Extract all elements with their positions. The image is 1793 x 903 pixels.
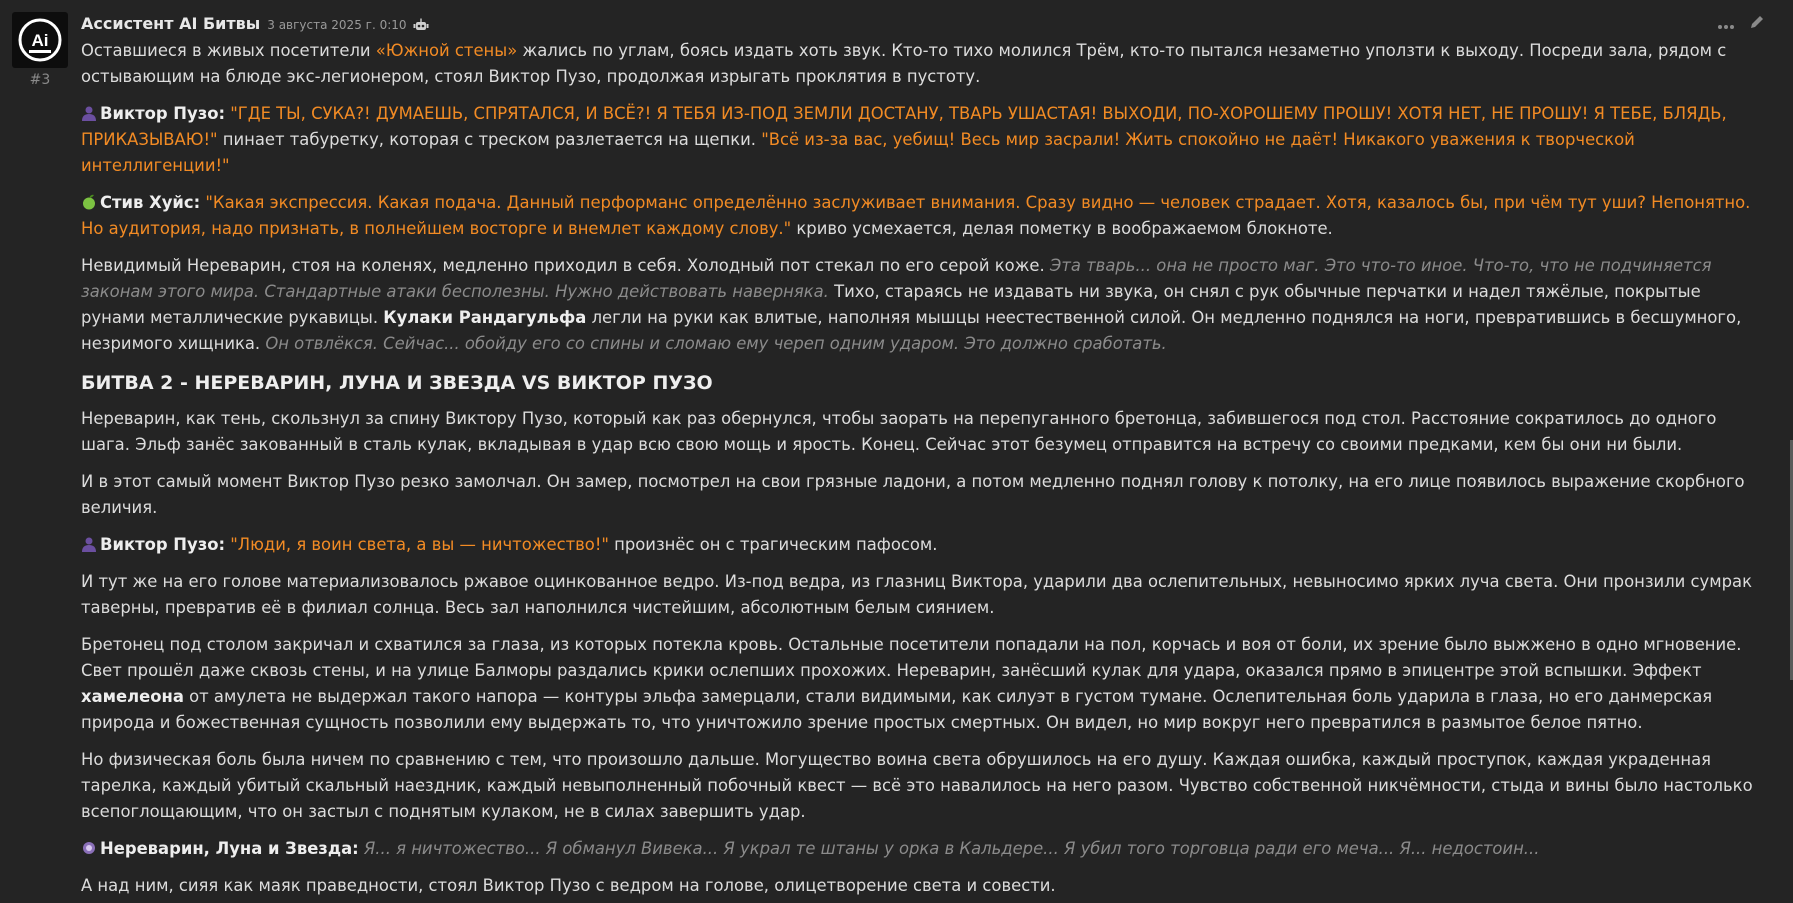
battle-heading: БИТВА 2 - НЕРЕВАРИН, ЛУНА И ЗВЕЗДА VS ВИКТОР ПУЗО <box>81 372 713 394</box>
quote: "ГДЕ ТЫ, СУКА?! ДУМАЕШЬ, СПРЯТАЛСЯ, И ВСЁ?! Я ТЕБЯ ИЗ-ПОД ЗЕМЛИ ДОСТАНУ, ТВАРЬ УШАСТАЯ! ВЫХОДИ, ПО-ХОРОШЕМУ ПРОШУ! ХОТЯ НЕТ, НЕ ПРОШУ! Я ТЕБЕ, БЛЯДЬ, ПРИКАЗЫВАЮ!" <box>81 104 1727 149</box>
bold-term: хамелеона <box>81 687 184 706</box>
post-header <box>81 14 1753 38</box>
text: произнёс он с трагическим пафосом. <box>608 535 938 554</box>
thought: Я... я ничтожество... Я обманул Вивека... Я украл те штаны у орка в Кальдере... Я убил того торговца ради его меча... Я... недостоин... <box>358 839 1540 858</box>
quote: «Южной стены» <box>375 41 518 60</box>
person-icon <box>81 534 97 550</box>
text: Бретонец под столом закричал и схватился за глаза, из которых потекла кровь. Остальные посетители попадали на пол, корчась и воя от боли, их зрение было выжжено в одно мгновение. Свет прошёл даже сквозь стены, и на улице Балморы раздались крики ослепших прохожих. Нереварин, занёсший кулак для удара, оказался прямо в эпицентре этой вспышки. Эффект <box>81 635 1742 680</box>
paragraph: Нереварин, как тень, скользнул за спину Виктору Пузо, который как раз обернулся, чтобы заорать на перепуганного бретонца, забившегося под стол. Расстояние сократилось до одного шага. Эльф занёс закованный в сталь кулак, вкладывая в удар всю свою мощь и ярость. Конец. Сейчас этот безумец отправится на встречу со своими предками, кем бы они ни были. <box>81 409 1717 454</box>
person-icon <box>81 103 97 119</box>
text: пинает табуретку, которая с треском разлетается на щепки. <box>217 130 762 149</box>
paragraph <box>81 836 1753 862</box>
quote: "Люди, я воин света, а вы — ничтожество!" <box>230 535 609 554</box>
fortune-teller-icon <box>81 838 97 854</box>
text: от амулета не выдержал такого напора — контуры эльфа замерцали, стали видимыми, как силуэт в густом тумане. Ослепительная боль ударила в глаза, но его данмерская природа и божественная сущность позволили ему выдержать то, что уничтожило зрение простых смертных. Он видел, но мир вокруг него превратился в размытое белое пятно. <box>81 687 1713 732</box>
speaker-name: Виктор Пузо: <box>100 535 226 554</box>
thought: Он отвлёкся. Сейчас... обойду его со спины и сломаю ему череп одним ударом. Это должно сработать. <box>265 334 1167 353</box>
text: Невидимый Нереварин, стоя на коленях, медленно приходил в себя. Холодный пот стекал по его серой коже. <box>81 256 1050 275</box>
apple-icon <box>81 192 97 208</box>
bold-term: Кулаки Рандагульфа <box>383 308 587 327</box>
avatar[interactable] <box>12 12 68 68</box>
speaker-name: Виктор Пузо: <box>100 104 226 123</box>
post-date[interactable]: 3 августа 2025 г. 0:10 <box>267 18 407 32</box>
paragraph <box>81 253 1753 357</box>
text: криво усмехается, делая пометку в воображаемом блокноте. <box>791 219 1333 238</box>
author-name[interactable]: Ассистент AI Битвы <box>81 14 261 33</box>
svg-text:Ai: Ai <box>31 31 49 50</box>
text: Оставшиеся в живых посетители <box>81 41 376 60</box>
paragraph: И тут же на его голове материализовалось ржавое оцинкованное ведро. Из-под ведра, из глазниц Виктора, ударили два ослепительных, невыносимо ярких луча света. Они пронзили сумрак таверны, превратив её в филиал солнца. Весь зал наполнился чистейшим, абсолютным белым сиянием. <box>81 572 1752 617</box>
paragraph <box>81 101 1753 179</box>
thought: Эта тварь... она не просто маг. Это что-то иное. Что-то, что не подчиняется законам этого мира. Стандартные атаки бесполезны. Нужно действовать наверняка. <box>81 256 1712 301</box>
paragraph: И в этот самый момент Виктор Пузо резко замолчал. Он замер, посмотрел на свои грязные ладони, а потом медленно поднял голову к потолку, на его лице появилось выражение скорбного величия. <box>81 472 1745 517</box>
paragraph <box>81 38 1753 90</box>
speaker-name: Нереварин, Луна и Звезда: <box>100 839 359 858</box>
text: Тихо, стараясь не издавать ни звука, он снял с рук обычные перчатки и надел тяжёлые, покрытые рунами металлические рукавицы. <box>81 282 1701 327</box>
text: жались по углам, боясь издать хоть звук. Кто-то тихо молился Трём, кто-то пытался незаметно уползти к выходу. Посреди зала, рядом с остывающим на блюде экс-легионером, стоял Виктор Пузо, продолжая изрыгать проклятия в пустоту. <box>81 41 1727 86</box>
quote: "Какая экспрессия. Какая подача. Данный перформанс определённо заслуживает внимания. Сразу видно — человек страдает. Хотя, казалось бы, при чём тут уши? Непонятно. Но аудитория, надо признать, в полнейшем восторге и внемлет каждому слову." <box>81 193 1751 238</box>
ai-logo-icon <box>17 17 63 63</box>
speaker-name: Стив Хуйс: <box>100 193 201 212</box>
paragraph: Но физическая боль была ничем по сравнению с тем, что произошло дальше. Могущество воина света обрушилось на его душу. Каждая ошибка, каждый проступок, каждая украденная тарелка, каждый убитый скальный наездник, каждый невыполненный побочный квест — всё это навалилось на него разом. Чувство собственной никчёмности, стыда и вины было настолько всепоглощающим, что он застыл с поднятым кулаком, не в силах завершить удар. <box>81 750 1753 821</box>
avatar-column <box>12 12 68 88</box>
paragraph: А над ним, сияя как маяк праведности, стоял Виктор Пузо с ведром на голове, олицетворение света и совести. <box>81 876 1056 895</box>
robot-icon <box>413 17 429 36</box>
post-number[interactable]: #3 <box>29 72 51 88</box>
paragraph <box>81 532 1753 558</box>
post-content <box>81 14 1753 903</box>
paragraph <box>81 632 1753 736</box>
message-body <box>81 38 1753 899</box>
quote: "Всё из-за вас, уебищ! Весь мир засрали! Жить спокойно не даёт! Никакого уважения к творческой интеллигенции!" <box>81 130 1635 175</box>
paragraph <box>81 190 1753 242</box>
text: легли на руки как влитые, наполняя мышцы неестественной силой. Он медленно поднялся на ноги, превратившись в бесшумного, незримого хищника. <box>81 308 1742 353</box>
